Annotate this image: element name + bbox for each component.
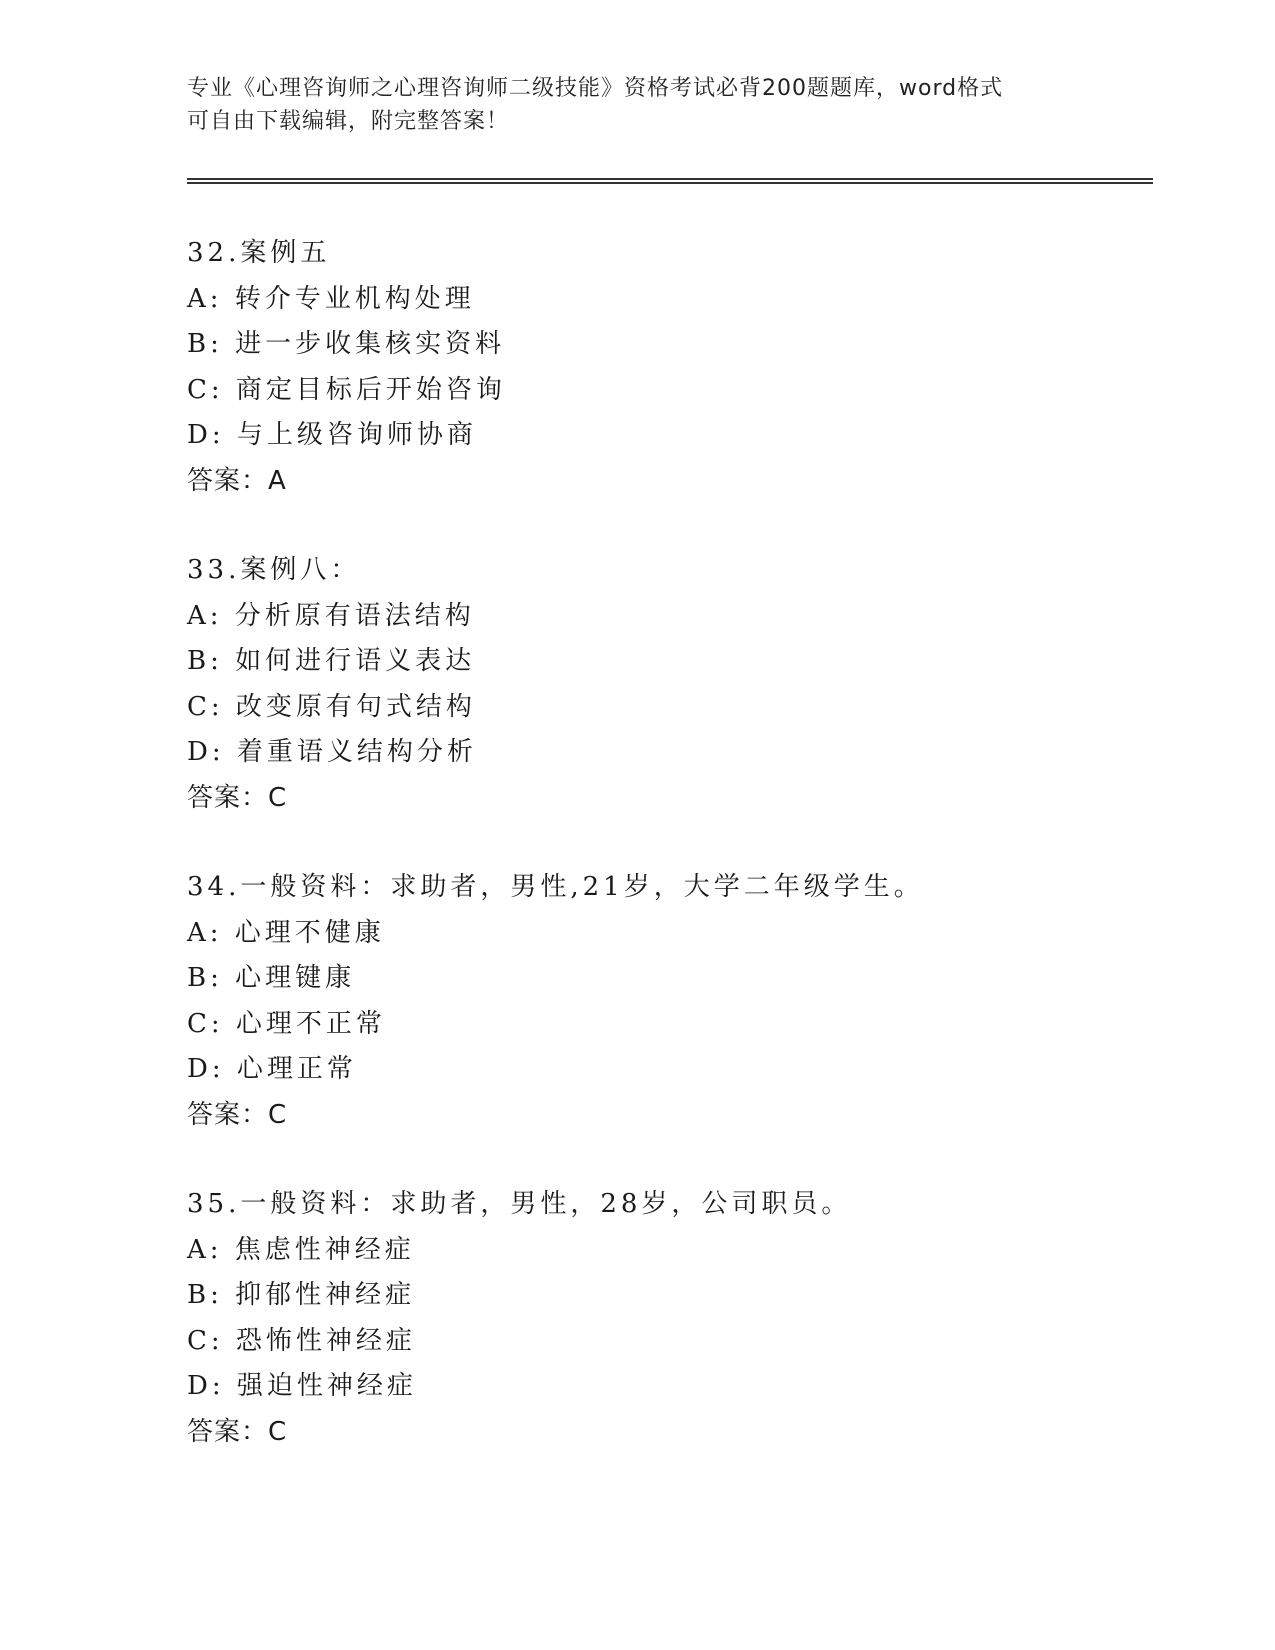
option-c: C: 心理不正常	[187, 1008, 386, 1039]
question-34	[187, 865, 1087, 1138]
header-title-line-2: 可自由下载编辑，附完整答案！	[187, 109, 510, 134]
option-d: D: 着重语义结构分析	[187, 737, 477, 767]
option-c: C: 改变原有句式结构	[187, 691, 476, 722]
option-d: D: 强迫性神经症	[187, 1371, 417, 1401]
answer: 答案：C	[187, 1416, 288, 1447]
option-a: A: 焦虑性神经症	[187, 1234, 415, 1265]
option-b: B: 抑郁性神经症	[187, 1280, 416, 1310]
header-title-line-1: 专业《心理咨询师之心理咨询师二级技能》资格考试必背200题题库，word格式	[187, 76, 1004, 101]
option-d: D: 与上级咨询师协商	[187, 420, 477, 450]
document-header	[187, 72, 1067, 138]
question-32	[187, 231, 1087, 504]
answer: 答案：C	[187, 782, 288, 813]
header-divider	[187, 178, 1153, 184]
answer: 答案：A	[187, 465, 287, 496]
question-stem: 35.一般资料：求助者，男性，28岁，公司职员。	[187, 1189, 852, 1219]
option-b: B: 如何进行语义表达	[187, 646, 476, 676]
answer: 答案：C	[187, 1099, 288, 1130]
question-stem: 32.案例五	[187, 238, 331, 268]
option-a: A: 心理不健康	[187, 917, 385, 948]
question-33	[187, 548, 1087, 821]
option-c: C: 恐怖性神经症	[187, 1325, 416, 1356]
option-b: B: 心理键康	[187, 963, 356, 993]
question-stem: 34.一般资料：求助者，男性,21岁，大学二年级学生。	[187, 872, 924, 902]
option-b: B: 进一步收集核实资料	[187, 329, 506, 359]
question-35	[187, 1182, 1087, 1455]
question-stem: 33.案例八：	[187, 555, 361, 585]
option-a: A: 分析原有语法结构	[187, 600, 475, 631]
option-d: D: 心理正常	[187, 1054, 357, 1084]
option-a: A: 转介专业机构处理	[187, 283, 475, 314]
option-c: C: 商定目标后开始咨询	[187, 374, 506, 405]
